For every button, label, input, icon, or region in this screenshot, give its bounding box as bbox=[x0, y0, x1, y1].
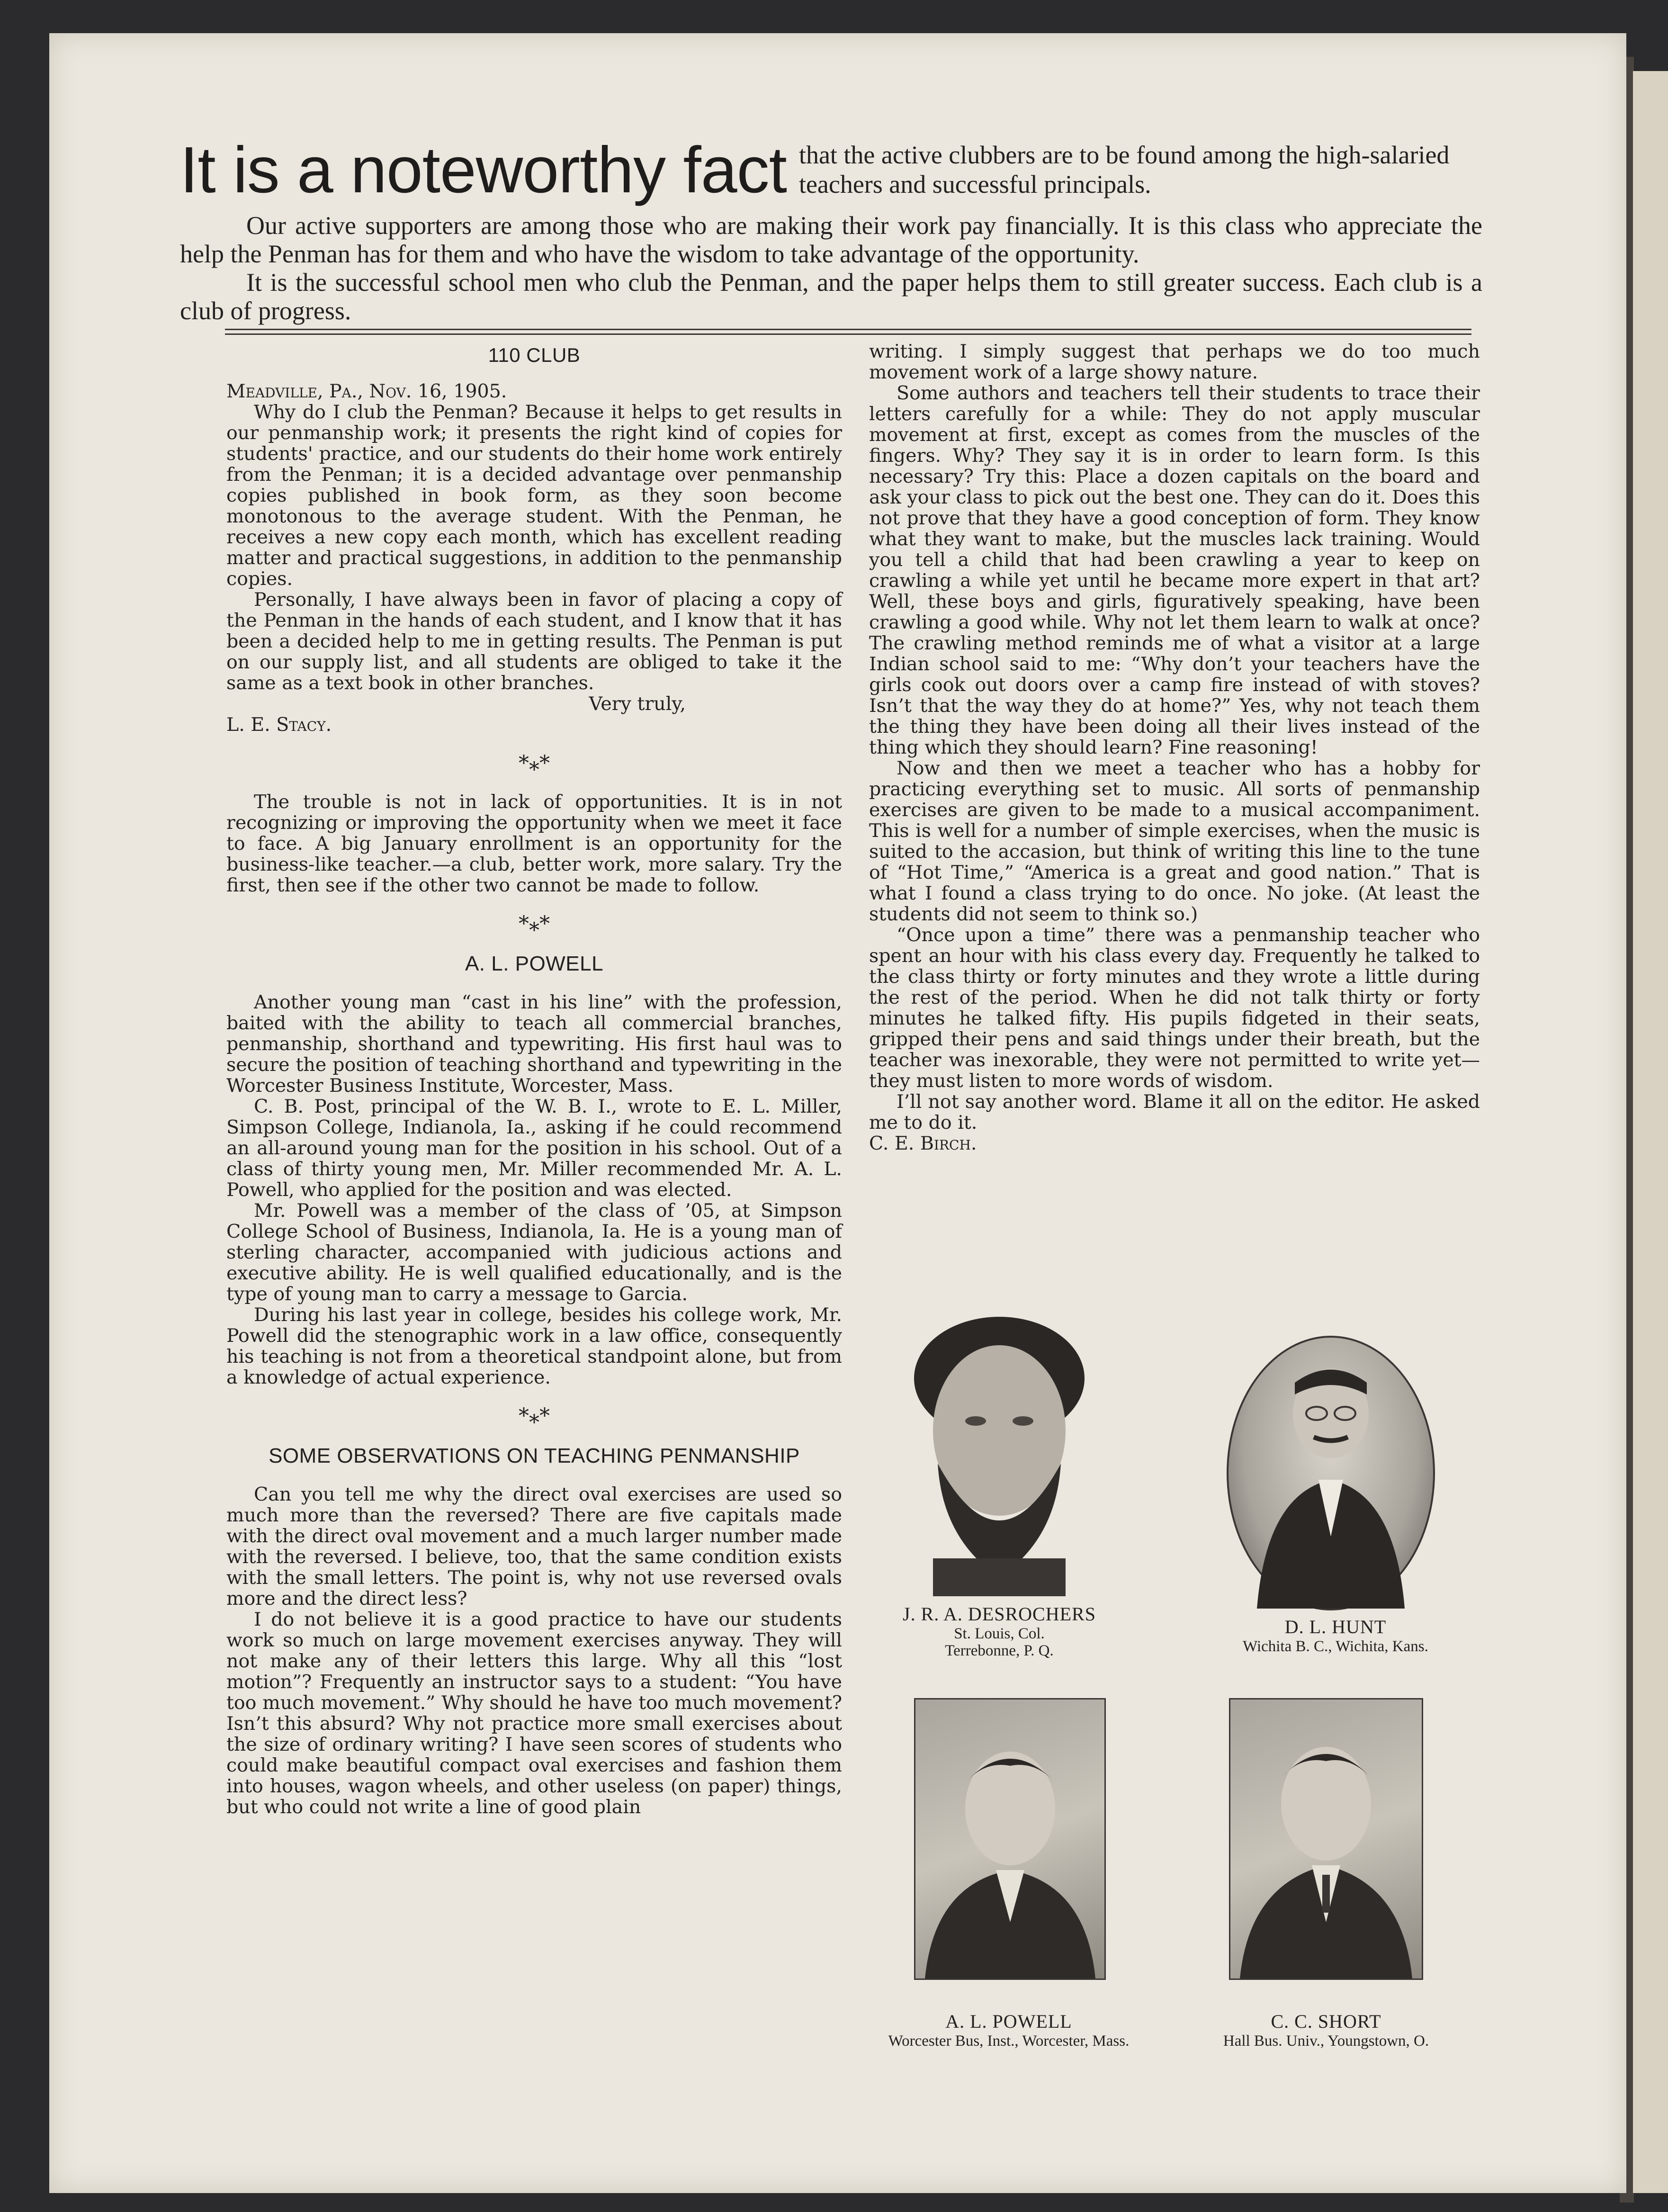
short-portrait bbox=[1229, 1698, 1423, 1980]
observations-title: SOME OBSERVATIONS ON TEACHING PENMANSHIP bbox=[269, 1444, 800, 1467]
club-dateline: Meadville, Pa., Nov. 16, 1905. bbox=[226, 380, 507, 402]
short-name: C. C. SHORT bbox=[1271, 2011, 1381, 2032]
birch-signature: C. E. Birch. bbox=[869, 1133, 977, 1154]
header-rule-bottom bbox=[225, 333, 1471, 335]
birch-paragraph-1: writing. I simply suggest that perhaps we do too much movement work of a large showy nature. bbox=[869, 341, 1480, 383]
birch-paragraph-2: Some authors and teachers tell their students to trace their letters carefully for a while: They do not apply muscular movement at first, except as comes from the muscles of the fingers. Why? They say it is in order to learn form. Is this necessary? Try this: Place a dozen capitals on the board and ask your class to pick out the best one. They can do it. Does this not prove that they have a good conception of form. They know what they want to make, but the muscles lack training. Would you tell a child that had been crawling a year to keep on crawling a while yet until he became more expert in that art? Well, these boys and girls, figuratively speaking, have been crawling a good while. Why not let them learn to walk at once? The crawling method reminds me of what a visitor at a large Indian school said to me: “Why don’t your teachers have the girls cook out doors over a camp fire instead of with stoves? Isn’t that the way they do at home?” Yes, why not teach them the thing they have been doing all their lives instead of the thing which they should learn? Fine reasoning! bbox=[869, 382, 1480, 758]
short-caption bbox=[1184, 2011, 1468, 2050]
separator-stars-2: *⁎* bbox=[519, 912, 550, 936]
next-page-edge bbox=[1633, 71, 1668, 2193]
powell-caption bbox=[867, 2011, 1151, 2050]
header-lead-rest: that the active clubbers are to be found among the high-salaried teachers and successful principals. bbox=[798, 141, 1450, 198]
powell-name: A. L. POWELL bbox=[945, 2011, 1072, 2032]
right-column bbox=[869, 341, 1480, 1154]
desrochers-caption bbox=[862, 1603, 1137, 1659]
header-lead: It is a noteworthy fact bbox=[180, 134, 787, 207]
header-para-2: It is the successful school men who club the Penman, and the paper helps them to still greater success. Each club is a club of progress. bbox=[180, 268, 1482, 325]
powell-paragraph-2: C. B. Post, principal of the W. B. I., wrote to E. L. Miller, Simpson College, Indianola, Ia., asking if he could recommend an all-around young man for the position in his school. Out of a class of thirty young men, Mr. Miller recommended Mr. A. L. Powell, who applied for the position and was elected. bbox=[226, 1096, 842, 1201]
desrochers-line-1: St. Louis, Col. bbox=[954, 1625, 1045, 1642]
powell-line-1: Worcester Bus, Inst., Worcester, Mass. bbox=[888, 2032, 1130, 2050]
powell-paragraph-3: Mr. Powell was a member of the class of ’05, at Simpson College School of Business, Indianola, Ia. He is a young man of sterling character, accompanied with judicious actions and executive ability. He is well qualified educationally, and is the type of young man to carry a message to Garcia. bbox=[226, 1200, 842, 1305]
observations-paragraph-1: Can you tell me why the direct oval exercises are used so much more than the reversed? There are five capitals made with the direct oval movement and a much larger number made with the reversed. I believe, too, that the same condition exists with the small letters. The point is, why not use reversed ovals more and the direct less? bbox=[226, 1484, 842, 1610]
powell-paragraph-1: Another young man “cast in his line” with the profession, baited with the ability to teach all commercial branches, penmanship, shorthand and typewriting. His first haul was to secure the position of teaching shorthand and typewriting in the Worcester Business Institute, Worcester, Mass. bbox=[226, 991, 842, 1097]
powell-paragraph-4: During his last year in college, besides his college work, Mr. Powell did the stenographic work in a law office, consequently his teaching is not from a theoretical standpoint alone, but from a knowledge of actual experience. bbox=[226, 1304, 842, 1388]
desrochers-name: J. R. A. DESROCHERS bbox=[903, 1603, 1096, 1625]
birch-paragraph-3: Now and then we meet a teacher who has a hobby for practicing everything set to music. All sorts of penmanship exercises are given to be made to a musical accompaniment. This is well for a number of simple exercises, when the music is suited to the accasion, but think of writing this line to the tune of “Hot Time,” “America is a great and good nation.” That is what I found a class trying to do once. No joke. (At least the students did not seem to think so.) bbox=[869, 757, 1480, 925]
observations-paragraph-2: I do not believe it is a good practice to have our students work so much on large movement exercises anyway. They will not make any of their letters this large. Why all this “lost motion”? Frequently an instructor says to a student: “You have too much movement.” Why should he have too much movement? Isn’t this absurd? Why not practice more small exercises about the size of ordinary writing? I have seen scores of students who could make beautiful compact oval exercises and fashion them into houses, wagon wheels, and other useless (on paper) things, but who could not write a line of good plain bbox=[226, 1609, 842, 1818]
short-line-1: Hall Bus. Univ., Youngstown, O. bbox=[1223, 2032, 1429, 2050]
club-signature: L. E. Stacy. bbox=[226, 714, 332, 736]
separator-stars-1: *⁎* bbox=[519, 751, 550, 775]
hunt-line-1: Wichita B. C., Wichita, Kans. bbox=[1243, 1638, 1428, 1655]
hunt-name: D. L. HUNT bbox=[1284, 1616, 1387, 1637]
club-closing: Very truly, bbox=[589, 693, 686, 715]
club-paragraph-1: Why do I club the Penman? Because it helps to get results in our penmanship work; it presents the right kind of copies for students' practice, and our students do their home work entirely from the Penman; it is a decided advantage over penmanship copies published in book form, as they soon become monotonous to the average student. With the Penman, he receives a new copy each month, which has excellent reading matter and practical suggestions, in addition to the penmanship copies. bbox=[226, 401, 842, 590]
header-para-1: Our active supporters are among those who are making their work pay financially. It is this class who appreciate the help the Penman has for them and who have the wisdom to take advantage of the opportunity. bbox=[180, 211, 1482, 268]
club-paragraph-2: Personally, I have always been in favor of placing a copy of the Penman in the hands of each student, and I know that it has been a decided help to me in getting results. The Penman is put on our supply list, and all students are obliged to take it the same as a text book in other branches. bbox=[226, 589, 842, 694]
hunt-portrait bbox=[1227, 1336, 1435, 1610]
header bbox=[180, 134, 1482, 325]
left-column bbox=[226, 341, 842, 1817]
powell-title: A. L. POWELL bbox=[465, 952, 604, 975]
powell-portrait bbox=[914, 1698, 1106, 1980]
birch-paragraph-5: I’ll not say another word. Blame it all on the editor. He asked me to do it. bbox=[869, 1091, 1480, 1133]
desrochers-line-2: Terrebonne, P. Q. bbox=[945, 1642, 1054, 1659]
opportunity-paragraph: The trouble is not in lack of opportunities. It is in not recognizing or improving the opportunity when we meet it face to face. A big January enrollment is an opportunity for the business-like teacher.—a club, better work, more salary. Try the first, then see if the other two cannot be made to follow. bbox=[226, 791, 842, 896]
header-rule-top bbox=[225, 329, 1471, 330]
desrochers-portrait bbox=[900, 1312, 1099, 1596]
birch-paragraph-4: “Once upon a time” there was a penmanship teacher who spent an hour with his class every day. Frequently he talked to the class thirty or forty minutes and they wrote a little during the rest of the period. When he did not talk thirty or forty minutes he talked fifty. His pupils fidgeted in their seats, gripped their pens and said things under their breath, but the teacher was inexorable, they were not permitted to write yet—they must listen to more words of wisdom. bbox=[869, 924, 1480, 1092]
hunt-caption bbox=[1193, 1616, 1478, 1655]
club-title: 110 CLUB bbox=[488, 344, 581, 366]
separator-stars-3: *⁎* bbox=[519, 1404, 550, 1428]
